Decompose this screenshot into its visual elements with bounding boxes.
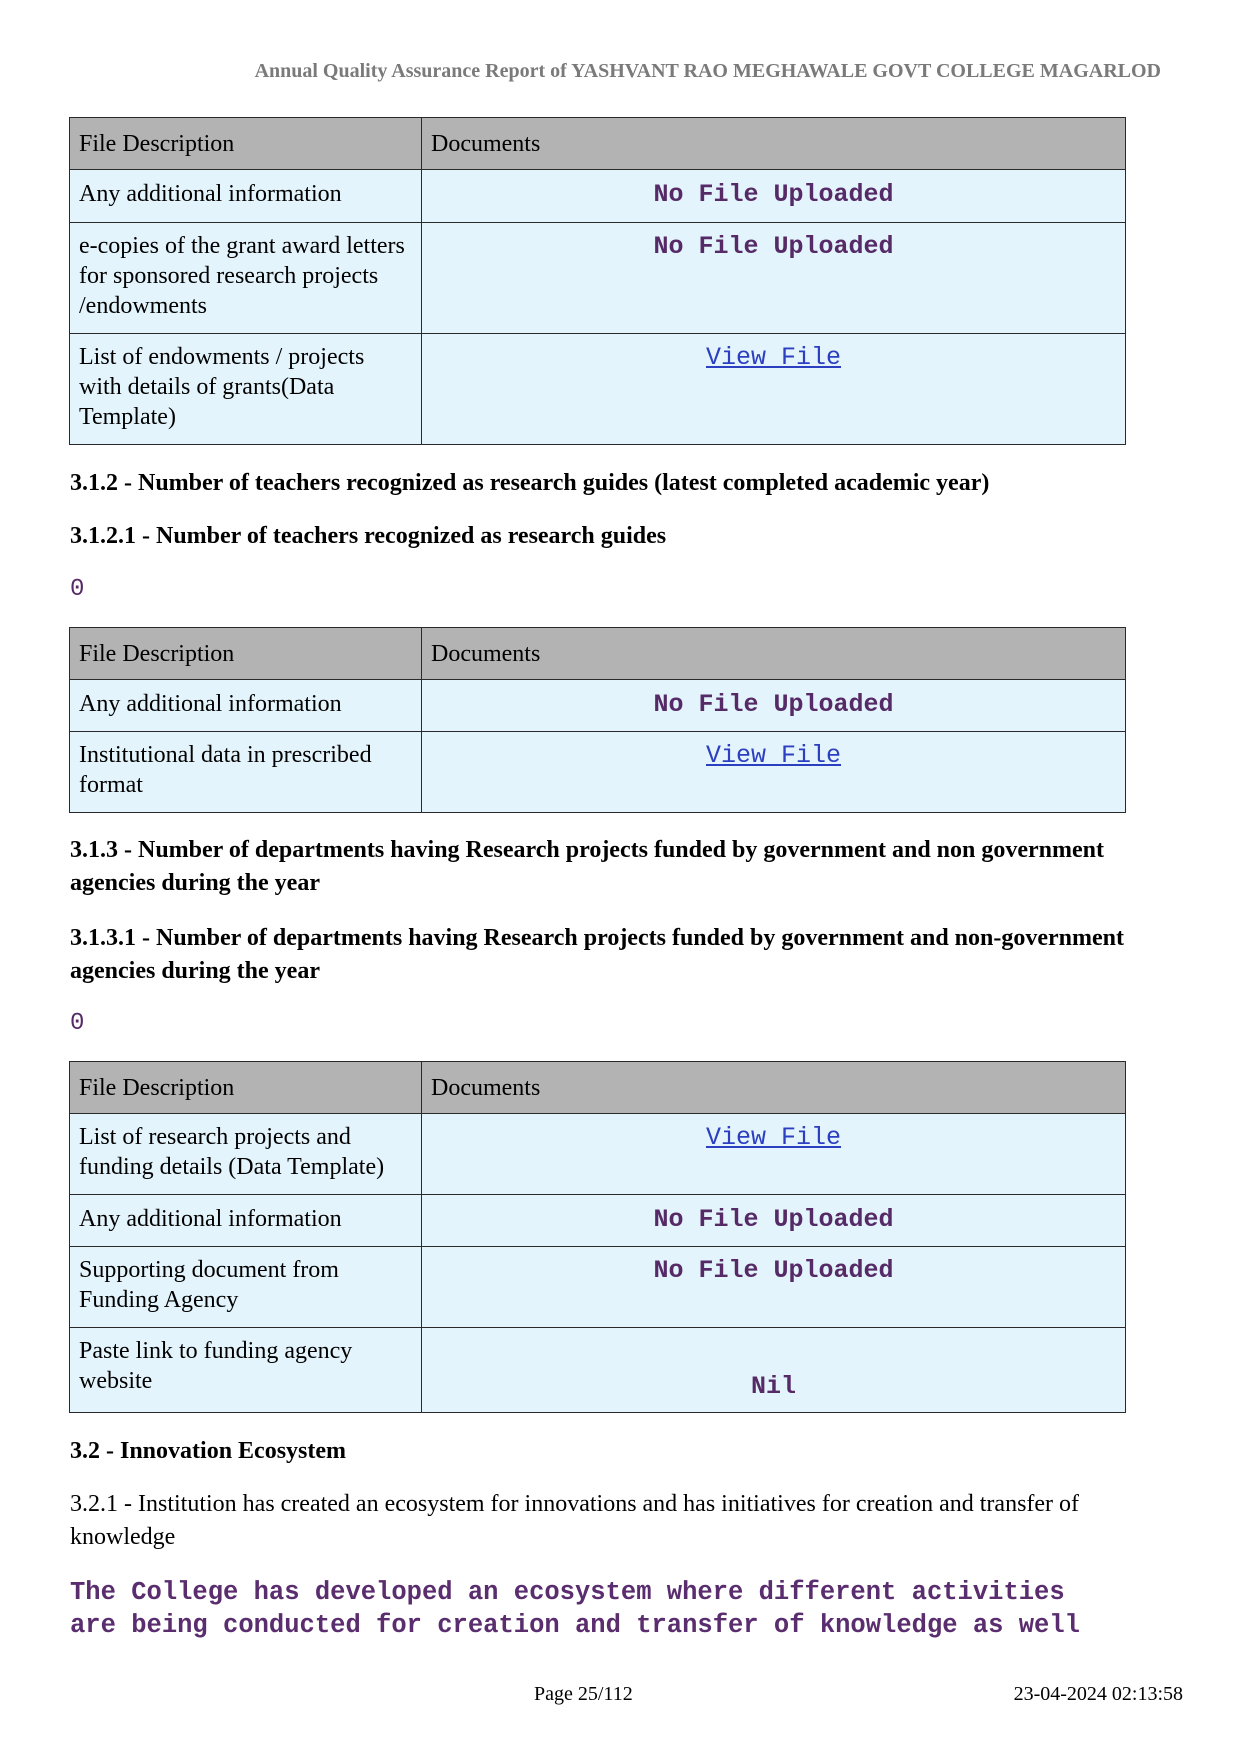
file-description: e-copies of the grant award letters for sponsored research projects /endowments [70,223,422,334]
column-header-file-description: File Description [70,628,422,680]
file-description: Any additional information [70,680,422,732]
answer-text-line-1: The College has developed an ecosystem where different activities [70,1578,1065,1607]
table-row [70,1114,1126,1195]
file-description: Institutional data in prescribed format [70,732,422,813]
file-description: Any additional information [70,170,422,223]
table-row [70,1195,1126,1247]
no-file-uploaded-text: No File Uploaded [653,232,894,261]
no-file-uploaded-text: No File Uploaded [653,1205,894,1234]
table-row [70,1328,1126,1413]
question-3-2-1: 3.2.1 - Institution has created an ecosystem for innovations and has initiatives for creation and transfer of knowledge [70,1491,1080,1550]
section-heading-3-1-2: 3.1.2 - Number of teachers recognized as research guides (latest completed academic year) [70,470,990,496]
file-table-3-1-3 [69,1061,1126,1413]
file-description: List of endowments / projects with details of grants(Data Template) [70,334,422,445]
table-row [70,1247,1126,1328]
file-description: Supporting document from Funding Agency [70,1247,422,1328]
column-header-documents: Documents [422,1062,1126,1114]
file-description: Any additional information [70,1195,422,1247]
table-row [70,334,1126,445]
file-table-3-1-1 [69,117,1126,445]
view-file-link[interactable]: View File [705,343,842,372]
column-header-documents: Documents [422,628,1126,680]
section-heading-3-2: 3.2 - Innovation Ecosystem [70,1438,347,1464]
running-header: Annual Quality Assurance Report of YASHVANT RAO MEGHAWALE GOVT COLLEGE MAGARLOD [254,60,1161,82]
generated-timestamp: 23-04-2024 02:13:58 [1013,1683,1183,1705]
file-table-3-1-2 [69,627,1126,813]
no-file-uploaded-text: No File Uploaded [653,1256,894,1285]
table-row [70,732,1126,813]
no-file-uploaded-text: No File Uploaded [653,180,894,209]
page-number: Page 25/112 [534,1683,633,1705]
section-heading-3-1-3: 3.1.3 - Number of departments having Research projects funded by government and non government agencies during the year [70,837,1104,896]
table-row [70,680,1126,732]
answer-text-line-2: are being conducted for creation and transfer of knowledge as well [70,1611,1080,1640]
column-header-documents: Documents [422,118,1126,170]
section-subheading-3-1-3-1: 3.1.3.1 - Number of departments having Research projects funded by government and non-government agencies during the year [70,925,1124,984]
link-value-text: Nil [750,1372,796,1401]
view-file-link[interactable]: View File [705,1123,842,1152]
metric-value: 0 [70,1010,85,1037]
no-file-uploaded-text: No File Uploaded [653,690,894,719]
column-header-file-description: File Description [70,1062,422,1114]
metric-value: 0 [70,576,85,603]
section-subheading-3-1-2-1: 3.1.2.1 - Number of teachers recognized as research guides [70,523,667,549]
file-description: Paste link to funding agency website [70,1328,422,1413]
view-file-link[interactable]: View File [705,741,842,770]
file-description: List of research projects and funding details (Data Template) [70,1114,422,1195]
table-row [70,170,1126,223]
table-row [70,223,1126,334]
column-header-file-description: File Description [70,118,422,170]
